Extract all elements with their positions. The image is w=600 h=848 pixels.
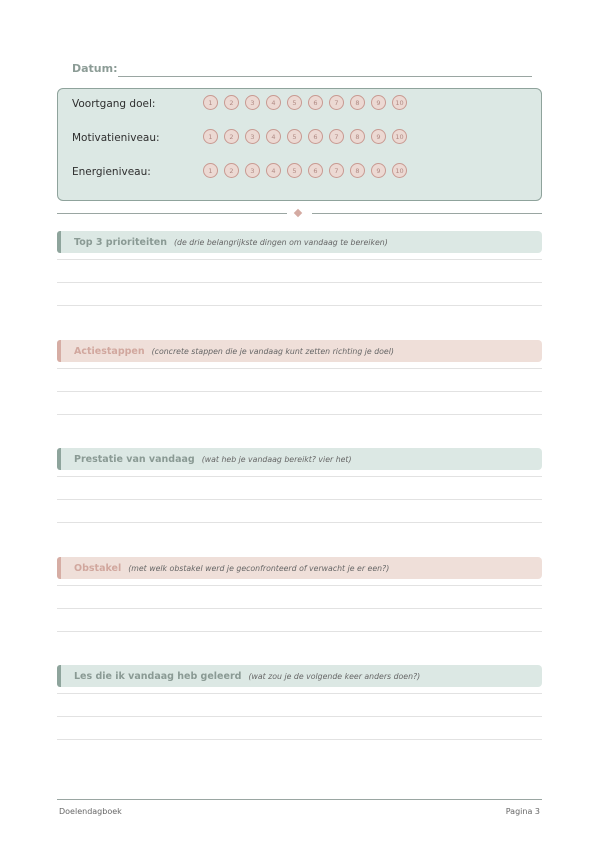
rating-row-motivation [72, 129, 532, 149]
rating-circle[interactable]: 7 [329, 95, 344, 110]
section-header [57, 665, 542, 687]
date-label: Datum: [72, 62, 118, 75]
rating-circle[interactable]: 6 [308, 129, 323, 144]
date-field[interactable] [72, 62, 532, 80]
writing-line[interactable] [57, 693, 542, 694]
rating-circle[interactable]: 2 [224, 129, 239, 144]
rating-circle[interactable]: 8 [350, 163, 365, 178]
rating-circle[interactable]: 6 [308, 163, 323, 178]
section-accent-bar [57, 231, 61, 253]
diamond-icon [294, 209, 302, 217]
rating-circle[interactable]: 10 [392, 163, 407, 178]
writing-line[interactable] [57, 739, 542, 740]
section-priorities [57, 231, 542, 253]
rating-row-goal-progress [72, 95, 532, 115]
rating-scale [203, 163, 413, 178]
writing-line[interactable] [57, 282, 542, 283]
section-title: Top 3 prioriteiten [74, 236, 167, 248]
divider-line [57, 213, 287, 214]
writing-line[interactable] [57, 608, 542, 609]
section-accent-bar [57, 448, 61, 470]
rating-label: Motivatieniveau: [72, 132, 160, 144]
footer-title: Doelendagboek [59, 807, 122, 816]
rating-label: Voortgang doel: [72, 98, 156, 110]
footer-rule [57, 799, 542, 800]
section-title: Les die ik vandaag heb geleerd [74, 670, 242, 682]
section-hint: (de drie belangrijkste dingen om vandaag te bereiken) [173, 237, 388, 247]
section-header [57, 557, 542, 579]
section-accent-bar [57, 665, 61, 687]
writing-line[interactable] [57, 305, 542, 306]
section-action-steps [57, 340, 542, 362]
section-hint: (wat heb je vandaag bereikt? vier het) [201, 454, 352, 464]
rating-circle[interactable]: 8 [350, 95, 365, 110]
rating-circle[interactable]: 8 [350, 129, 365, 144]
rating-label: Energieniveau: [72, 166, 151, 178]
rating-row-energy [72, 163, 532, 183]
section-header [57, 231, 542, 253]
rating-circle[interactable]: 9 [371, 129, 386, 144]
ornamental-divider [57, 208, 542, 220]
page-number: Pagina 3 [505, 807, 540, 816]
section-hint: (wat zou je de volgende keer anders doen?) [248, 671, 421, 681]
section-accent-bar [57, 340, 61, 362]
rating-circle[interactable]: 4 [266, 95, 281, 110]
section-lesson-learned [57, 665, 542, 687]
rating-circle[interactable]: 10 [392, 129, 407, 144]
rating-circle[interactable]: 1 [203, 129, 218, 144]
section-obstacle [57, 557, 542, 579]
rating-scale [203, 129, 413, 144]
writing-line[interactable] [57, 631, 542, 632]
rating-circle[interactable]: 2 [224, 163, 239, 178]
date-input-line[interactable] [118, 76, 532, 77]
rating-circle[interactable]: 5 [287, 95, 302, 110]
rating-circle[interactable]: 1 [203, 163, 218, 178]
section-header [57, 448, 542, 470]
rating-circle[interactable]: 1 [203, 95, 218, 110]
rating-circle[interactable]: 6 [308, 95, 323, 110]
rating-circle[interactable]: 10 [392, 95, 407, 110]
writing-line[interactable] [57, 499, 542, 500]
rating-circle[interactable]: 4 [266, 129, 281, 144]
rating-circle[interactable]: 3 [245, 129, 260, 144]
writing-line[interactable] [57, 368, 542, 369]
rating-circle[interactable]: 7 [329, 163, 344, 178]
writing-line[interactable] [57, 585, 542, 586]
writing-line[interactable] [57, 391, 542, 392]
rating-circle[interactable]: 3 [245, 95, 260, 110]
rating-circle[interactable]: 7 [329, 129, 344, 144]
section-title: Actiestappen [74, 345, 145, 357]
writing-line[interactable] [57, 716, 542, 717]
writing-line[interactable] [57, 259, 542, 260]
rating-circle[interactable]: 5 [287, 163, 302, 178]
rating-scale [203, 95, 413, 110]
rating-circle[interactable]: 5 [287, 129, 302, 144]
rating-circle[interactable]: 3 [245, 163, 260, 178]
writing-line[interactable] [57, 414, 542, 415]
rating-circle[interactable]: 9 [371, 95, 386, 110]
writing-line[interactable] [57, 476, 542, 477]
section-title: Obstakel [74, 562, 122, 574]
section-header [57, 340, 542, 362]
section-title: Prestatie van vandaag [74, 453, 195, 465]
rating-panel [57, 88, 542, 201]
section-achievement [57, 448, 542, 470]
section-hint: (concrete stappen die je vandaag kunt zetten richting je doel) [151, 346, 394, 356]
divider-line [312, 213, 542, 214]
section-hint: (met welk obstakel werd je geconfronteerd of verwacht je er een?) [128, 563, 390, 573]
rating-circle[interactable]: 9 [371, 163, 386, 178]
rating-circle[interactable]: 4 [266, 163, 281, 178]
section-accent-bar [57, 557, 61, 579]
rating-circle[interactable]: 2 [224, 95, 239, 110]
writing-line[interactable] [57, 522, 542, 523]
